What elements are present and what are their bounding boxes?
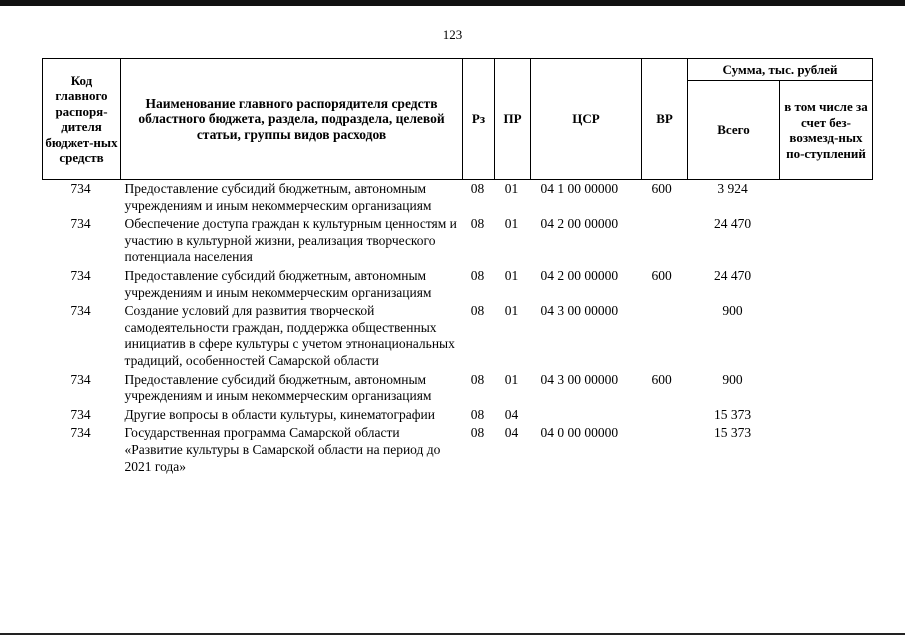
cell-total: 24 470 [713, 216, 752, 232]
cell-total: 900 [722, 371, 743, 387]
cell-name: Обеспечение доступа граждан к культурным ценностям и участию в культурной жизни, реализация творческого потенциала населения [124, 216, 457, 265]
cell-csr: 04 2 00 00000 [540, 216, 619, 232]
cell-rz: 08 [470, 216, 485, 232]
table-row [43, 215, 873, 267]
cell-name: Другие вопросы в области культуры, кинематографии [124, 406, 435, 422]
cell-code: 734 [70, 425, 91, 441]
cell-csr: 04 3 00 00000 [540, 303, 619, 319]
table-row [43, 424, 873, 476]
cell-incl [780, 215, 873, 267]
header-incl: в том числе за счет без-возмезд-ных по-ступлений [780, 81, 873, 180]
cell-pr: 01 [504, 216, 519, 232]
cell-incl [780, 302, 873, 370]
scan-top-edge [0, 0, 905, 6]
cell-pr: 01 [504, 181, 519, 196]
cell-code: 734 [70, 267, 91, 283]
cell-pr: 04 [504, 425, 519, 441]
table-row [43, 180, 873, 216]
header-vr: ВР [642, 59, 688, 180]
header-total: Всего [688, 81, 780, 180]
cell-rz: 08 [470, 303, 485, 319]
cell-rz: 08 [470, 371, 485, 387]
header-csr: ЦСР [531, 59, 642, 180]
table-row [43, 267, 873, 302]
page-number: 123 [442, 27, 463, 42]
cell-incl [780, 267, 873, 302]
cell-rz: 08 [470, 425, 485, 441]
cell-total: 900 [722, 303, 743, 319]
header-code: Код главного распоря-дителя бюджет-ных средств [43, 59, 121, 180]
cell-pr: 04 [504, 406, 519, 422]
cell-code: 734 [70, 406, 91, 422]
cell-total: 15 373 [713, 425, 752, 441]
cell-vr [642, 302, 688, 370]
table-header [43, 59, 873, 180]
cell-vr: 600 [651, 267, 672, 283]
cell-pr: 01 [504, 267, 519, 283]
cell-total: 3 924 [717, 181, 748, 196]
cell-total: 24 470 [713, 267, 752, 283]
cell-name: Предоставление субсидий бюджетным, автономным учреждениям и иным некоммерческим организациям [124, 181, 432, 213]
cell-rz: 08 [470, 406, 485, 422]
header-sum: Сумма, тыс. рублей [688, 59, 873, 81]
cell-name: Создание условий для развития творческой самодеятельности граждан, поддержка общественных инициатив в сфере культуры с учетом этнонациональных традиций, особенностей Самарской области [124, 303, 455, 368]
cell-csr: 04 0 00 00000 [540, 425, 619, 441]
cell-csr: 04 1 00 00000 [540, 181, 619, 196]
cell-code: 734 [70, 303, 91, 319]
table-body [43, 180, 873, 477]
cell-incl [780, 180, 873, 216]
cell-pr: 01 [504, 303, 519, 319]
cell-pr: 01 [504, 371, 519, 387]
cell-incl [780, 424, 873, 476]
cell-csr: 04 2 00 00000 [540, 267, 619, 283]
cell-code: 734 [70, 371, 91, 387]
table-row [43, 406, 873, 425]
cell-incl [780, 406, 873, 425]
header-name: Наименование главного распорядителя средств областного бюджета, раздела, подраздела, целевой статьи, группы видов расходов [121, 59, 463, 180]
cell-vr [642, 406, 688, 425]
cell-code: 734 [70, 181, 91, 196]
cell-name: Предоставление субсидий бюджетным, автономным учреждениям и иным некоммерческим организациям [124, 267, 432, 300]
cell-vr [642, 424, 688, 476]
table-row [43, 302, 873, 370]
budget-table [42, 58, 873, 476]
cell-vr: 600 [651, 371, 672, 387]
cell-incl [780, 371, 873, 406]
cell-name: Предоставление субсидий бюджетным, автономным учреждениям и иным некоммерческим организациям [124, 371, 432, 404]
scan-bottom-edge [0, 633, 905, 635]
cell-rz: 08 [470, 267, 485, 283]
header-pr: ПР [495, 59, 531, 180]
cell-csr: 04 3 00 00000 [540, 371, 619, 387]
budget-table-container [42, 58, 872, 476]
cell-csr [531, 406, 642, 425]
cell-rz: 08 [470, 181, 485, 196]
table-row [43, 371, 873, 406]
cell-vr [642, 215, 688, 267]
header-rz: Рз [463, 59, 495, 180]
cell-total: 15 373 [713, 406, 752, 422]
cell-name: Государственная программа Самарской области «Развитие культуры в Самарской области на период до 2021 года» [124, 425, 441, 474]
cell-vr: 600 [651, 181, 672, 196]
cell-code: 734 [70, 216, 91, 232]
